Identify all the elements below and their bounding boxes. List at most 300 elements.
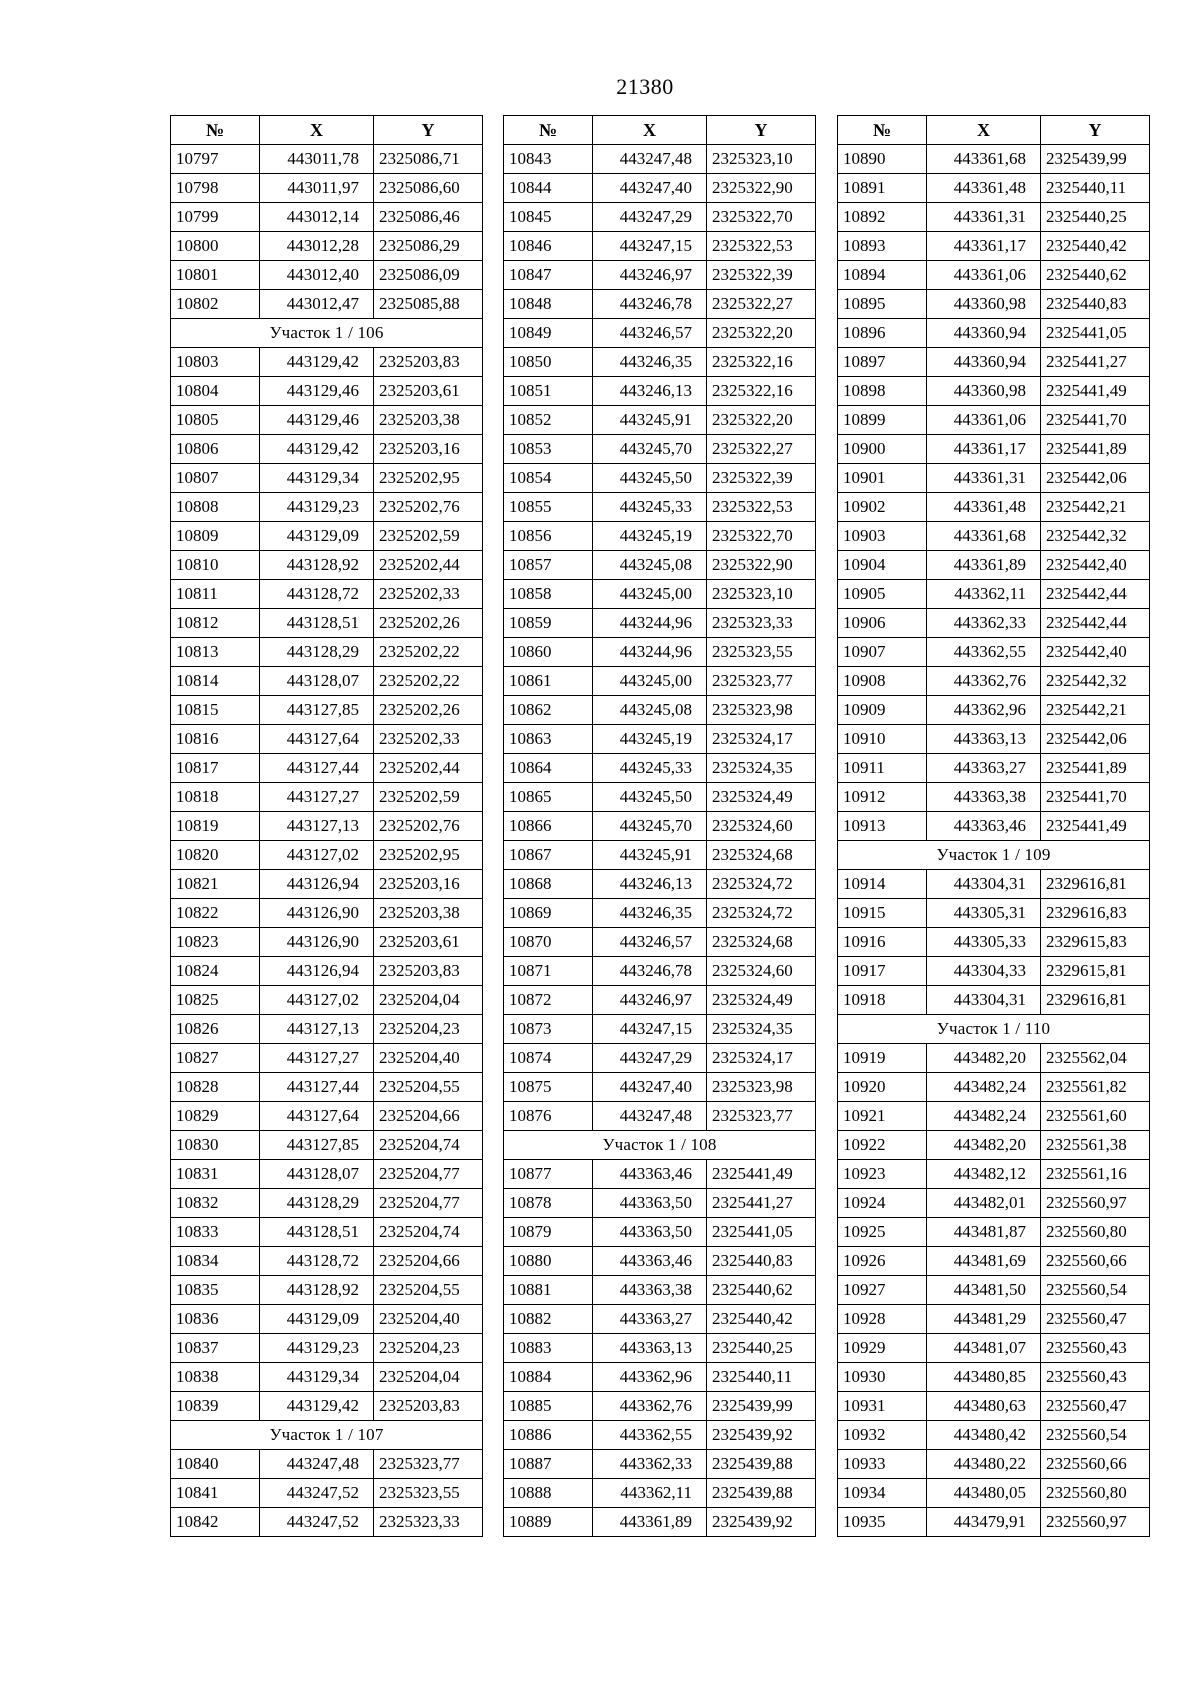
table-row (504, 1015, 816, 1044)
x-coordinate-cell: 443128,92 (260, 1276, 374, 1305)
x-coordinate-cell: 443127,13 (260, 812, 374, 841)
x-coordinate-cell: 443012,40 (260, 261, 374, 290)
section-header-row (504, 1131, 816, 1160)
x-coordinate-cell: 443363,38 (593, 1276, 707, 1305)
point-number-cell: 10851 (504, 377, 593, 406)
table-row (504, 1450, 816, 1479)
y-coordinate-cell: 2325560,66 (1041, 1450, 1150, 1479)
x-coordinate-cell: 443128,72 (260, 580, 374, 609)
y-coordinate-cell: 2325441,05 (1041, 319, 1150, 348)
table-row (171, 1479, 483, 1508)
point-number-cell: 10807 (171, 464, 260, 493)
x-coordinate-cell: 443127,02 (260, 841, 374, 870)
point-number-cell: 10852 (504, 406, 593, 435)
table-row (838, 1508, 1150, 1537)
point-number-cell: 10900 (838, 435, 927, 464)
x-coordinate-cell: 443128,29 (260, 638, 374, 667)
y-coordinate-cell: 2325442,44 (1041, 580, 1150, 609)
x-coordinate-cell: 443245,50 (593, 783, 707, 812)
y-coordinate-cell: 2325560,43 (1041, 1363, 1150, 1392)
table-row (504, 1305, 816, 1334)
point-number-cell: 10827 (171, 1044, 260, 1073)
y-coordinate-cell: 2325202,26 (374, 609, 483, 638)
table-row (171, 1131, 483, 1160)
point-number-cell: 10864 (504, 754, 593, 783)
table-body (838, 145, 1150, 1537)
x-coordinate-cell: 443360,98 (927, 377, 1041, 406)
y-coordinate-cell: 2325204,77 (374, 1189, 483, 1218)
y-coordinate-cell: 2325440,42 (707, 1305, 816, 1334)
section-header-row (838, 841, 1150, 870)
x-coordinate-cell: 443012,47 (260, 290, 374, 319)
point-number-cell: 10797 (171, 145, 260, 174)
point-number-cell: 10889 (504, 1508, 593, 1537)
point-number-cell: 10932 (838, 1421, 927, 1450)
x-coordinate-cell: 443246,97 (593, 261, 707, 290)
x-coordinate-cell: 443363,50 (593, 1189, 707, 1218)
point-number-cell: 10858 (504, 580, 593, 609)
point-number-cell: 10828 (171, 1073, 260, 1102)
point-number-cell: 10868 (504, 870, 593, 899)
y-coordinate-cell: 2325441,49 (1041, 812, 1150, 841)
x-coordinate-cell: 443245,08 (593, 696, 707, 725)
point-number-cell: 10813 (171, 638, 260, 667)
y-coordinate-cell: 2325324,60 (707, 812, 816, 841)
y-coordinate-cell: 2325204,40 (374, 1305, 483, 1334)
y-coordinate-cell: 2325560,80 (1041, 1218, 1150, 1247)
table-row (171, 348, 483, 377)
point-number-cell: 10878 (504, 1189, 593, 1218)
x-coordinate-cell: 443129,09 (260, 522, 374, 551)
table-row (171, 783, 483, 812)
x-coordinate-cell: 443127,64 (260, 725, 374, 754)
x-coordinate-cell: 443246,78 (593, 290, 707, 319)
x-coordinate-cell: 443481,50 (927, 1276, 1041, 1305)
x-coordinate-cell: 443245,33 (593, 754, 707, 783)
table-row (504, 725, 816, 754)
table-row (171, 870, 483, 899)
point-number-cell: 10848 (504, 290, 593, 319)
point-number-cell: 10885 (504, 1392, 593, 1421)
point-number-cell: 10879 (504, 1218, 593, 1247)
x-coordinate-cell: 443244,96 (593, 609, 707, 638)
table-row (504, 812, 816, 841)
y-coordinate-cell: 2325202,33 (374, 725, 483, 754)
column-header-number: № (171, 116, 260, 145)
table-row (171, 1218, 483, 1247)
table-row (504, 145, 816, 174)
y-coordinate-cell: 2325439,99 (707, 1392, 816, 1421)
x-coordinate-cell: 443482,12 (927, 1160, 1041, 1189)
table-row (504, 1218, 816, 1247)
table-row (504, 493, 816, 522)
y-coordinate-cell: 2325439,99 (1041, 145, 1150, 174)
x-coordinate-cell: 443304,31 (927, 986, 1041, 1015)
table-row (504, 377, 816, 406)
table-row (838, 348, 1150, 377)
y-coordinate-cell: 2325560,47 (1041, 1392, 1150, 1421)
x-coordinate-cell: 443481,87 (927, 1218, 1041, 1247)
y-coordinate-cell: 2325203,83 (374, 348, 483, 377)
column-header-y: Y (1041, 116, 1150, 145)
table-row (504, 1073, 816, 1102)
point-number-cell: 10911 (838, 754, 927, 783)
table-row (838, 1276, 1150, 1305)
point-number-cell: 10931 (838, 1392, 927, 1421)
y-coordinate-cell: 2325324,17 (707, 1044, 816, 1073)
x-coordinate-cell: 443127,02 (260, 986, 374, 1015)
y-coordinate-cell: 2325441,27 (707, 1189, 816, 1218)
y-coordinate-cell: 2325202,59 (374, 522, 483, 551)
y-coordinate-cell: 2325560,97 (1041, 1189, 1150, 1218)
table-row (838, 1479, 1150, 1508)
table-body (171, 145, 483, 1537)
x-coordinate-cell: 443129,46 (260, 406, 374, 435)
y-coordinate-cell: 2325204,23 (374, 1015, 483, 1044)
x-coordinate-cell: 443362,55 (927, 638, 1041, 667)
x-coordinate-cell: 443246,78 (593, 957, 707, 986)
y-coordinate-cell: 2325322,27 (707, 435, 816, 464)
x-coordinate-cell: 443363,13 (593, 1334, 707, 1363)
x-coordinate-cell: 443128,51 (260, 609, 374, 638)
table-row (504, 1363, 816, 1392)
table-row (171, 1450, 483, 1479)
x-coordinate-cell: 443247,48 (260, 1450, 374, 1479)
table-row (171, 1392, 483, 1421)
x-coordinate-cell: 443129,23 (260, 493, 374, 522)
y-coordinate-cell: 2325441,70 (1041, 783, 1150, 812)
table-row (504, 319, 816, 348)
table-row (838, 319, 1150, 348)
table-row (504, 203, 816, 232)
x-coordinate-cell: 443012,14 (260, 203, 374, 232)
x-coordinate-cell: 443011,78 (260, 145, 374, 174)
y-coordinate-cell: 2325203,61 (374, 928, 483, 957)
point-number-cell: 10798 (171, 174, 260, 203)
point-number-cell: 10890 (838, 145, 927, 174)
point-number-cell: 10826 (171, 1015, 260, 1044)
y-coordinate-cell: 2325324,35 (707, 754, 816, 783)
table-row (171, 464, 483, 493)
point-number-cell: 10898 (838, 377, 927, 406)
x-coordinate-cell: 443480,42 (927, 1421, 1041, 1450)
table-row (504, 232, 816, 261)
y-coordinate-cell: 2325561,82 (1041, 1073, 1150, 1102)
y-coordinate-cell: 2325439,92 (707, 1508, 816, 1537)
x-coordinate-cell: 443480,22 (927, 1450, 1041, 1479)
table-row (838, 1334, 1150, 1363)
x-coordinate-cell: 443361,31 (927, 203, 1041, 232)
point-number-cell: 10930 (838, 1363, 927, 1392)
table-row (838, 1160, 1150, 1189)
y-coordinate-cell: 2325324,49 (707, 783, 816, 812)
section-title: Участок 1 / 106 (171, 319, 483, 348)
point-number-cell: 10856 (504, 522, 593, 551)
table-row (838, 435, 1150, 464)
column-header-x: X (260, 116, 374, 145)
x-coordinate-cell: 443363,50 (593, 1218, 707, 1247)
table-row (838, 1363, 1150, 1392)
y-coordinate-cell: 2325323,55 (374, 1479, 483, 1508)
x-coordinate-cell: 443127,85 (260, 696, 374, 725)
point-number-cell: 10910 (838, 725, 927, 754)
table-row (504, 1392, 816, 1421)
table-row (171, 1160, 483, 1189)
x-coordinate-cell: 443363,46 (593, 1247, 707, 1276)
point-number-cell: 10845 (504, 203, 593, 232)
point-number-cell: 10853 (504, 435, 593, 464)
table-row (838, 551, 1150, 580)
y-coordinate-cell: 2325324,72 (707, 870, 816, 899)
x-coordinate-cell: 443246,97 (593, 986, 707, 1015)
point-number-cell: 10914 (838, 870, 927, 899)
y-coordinate-cell: 2325203,83 (374, 957, 483, 986)
table-row (171, 1305, 483, 1334)
x-coordinate-cell: 443362,11 (593, 1479, 707, 1508)
point-number-cell: 10874 (504, 1044, 593, 1073)
x-coordinate-cell: 443362,33 (593, 1450, 707, 1479)
x-coordinate-cell: 443361,89 (593, 1508, 707, 1537)
y-coordinate-cell: 2325442,21 (1041, 493, 1150, 522)
table-row (504, 1421, 816, 1450)
table-row (504, 928, 816, 957)
point-number-cell: 10829 (171, 1102, 260, 1131)
table-row (504, 1479, 816, 1508)
point-number-cell: 10832 (171, 1189, 260, 1218)
x-coordinate-cell: 443245,91 (593, 841, 707, 870)
x-coordinate-cell: 443245,50 (593, 464, 707, 493)
y-coordinate-cell: 2325560,47 (1041, 1305, 1150, 1334)
table-row (171, 203, 483, 232)
table-row (838, 1247, 1150, 1276)
x-coordinate-cell: 443304,33 (927, 957, 1041, 986)
y-coordinate-cell: 2325439,92 (707, 1421, 816, 1450)
x-coordinate-cell: 443480,63 (927, 1392, 1041, 1421)
table-row (171, 1276, 483, 1305)
table-row (838, 464, 1150, 493)
x-coordinate-cell: 443363,13 (927, 725, 1041, 754)
table-row (504, 261, 816, 290)
y-coordinate-cell: 2325202,95 (374, 841, 483, 870)
point-number-cell: 10857 (504, 551, 593, 580)
x-coordinate-cell: 443247,15 (593, 232, 707, 261)
y-coordinate-cell: 2325202,76 (374, 493, 483, 522)
table-row (838, 1421, 1150, 1450)
y-coordinate-cell: 2325442,32 (1041, 522, 1150, 551)
table-row (838, 638, 1150, 667)
x-coordinate-cell: 443361,17 (927, 232, 1041, 261)
table-row (171, 435, 483, 464)
point-number-cell: 10881 (504, 1276, 593, 1305)
y-coordinate-cell: 2325322,53 (707, 232, 816, 261)
x-coordinate-cell: 443360,94 (927, 348, 1041, 377)
table-row (838, 261, 1150, 290)
y-coordinate-cell: 2325441,05 (707, 1218, 816, 1247)
coordinates-table-3 (837, 115, 1150, 1537)
point-number-cell: 10896 (838, 319, 927, 348)
point-number-cell: 10817 (171, 754, 260, 783)
table-row (171, 754, 483, 783)
table-row (838, 870, 1150, 899)
table-row (838, 522, 1150, 551)
x-coordinate-cell: 443305,33 (927, 928, 1041, 957)
x-coordinate-cell: 443363,27 (593, 1305, 707, 1334)
y-coordinate-cell: 2325086,60 (374, 174, 483, 203)
point-number-cell: 10905 (838, 580, 927, 609)
point-number-cell: 10821 (171, 870, 260, 899)
table-row (504, 348, 816, 377)
table-row (838, 812, 1150, 841)
table-row (504, 580, 816, 609)
point-number-cell: 10844 (504, 174, 593, 203)
point-number-cell: 10849 (504, 319, 593, 348)
y-coordinate-cell: 2325442,21 (1041, 696, 1150, 725)
point-number-cell: 10906 (838, 609, 927, 638)
table-row (504, 667, 816, 696)
point-number-cell: 10850 (504, 348, 593, 377)
x-coordinate-cell: 443127,44 (260, 754, 374, 783)
table-row (171, 957, 483, 986)
table-row (504, 638, 816, 667)
y-coordinate-cell: 2325086,71 (374, 145, 483, 174)
coordinates-table-1 (170, 115, 483, 1537)
point-number-cell: 10819 (171, 812, 260, 841)
y-coordinate-cell: 2325441,27 (1041, 348, 1150, 377)
x-coordinate-cell: 443480,05 (927, 1479, 1041, 1508)
point-number-cell: 10841 (171, 1479, 260, 1508)
table-row (504, 870, 816, 899)
table-header-row (504, 116, 816, 145)
table-row (171, 1044, 483, 1073)
point-number-cell: 10803 (171, 348, 260, 377)
point-number-cell: 10916 (838, 928, 927, 957)
point-number-cell: 10912 (838, 783, 927, 812)
x-coordinate-cell: 443362,76 (593, 1392, 707, 1421)
point-number-cell: 10838 (171, 1363, 260, 1392)
point-number-cell: 10859 (504, 609, 593, 638)
table-row (838, 1189, 1150, 1218)
table-row (504, 754, 816, 783)
y-coordinate-cell: 2325442,06 (1041, 725, 1150, 754)
y-coordinate-cell: 2325441,49 (707, 1160, 816, 1189)
table-row (838, 1131, 1150, 1160)
table-row (171, 986, 483, 1015)
point-number-cell: 10880 (504, 1247, 593, 1276)
table-row (838, 203, 1150, 232)
x-coordinate-cell: 443362,55 (593, 1421, 707, 1450)
x-coordinate-cell: 443127,13 (260, 1015, 374, 1044)
y-coordinate-cell: 2325204,55 (374, 1073, 483, 1102)
table-row (504, 435, 816, 464)
x-coordinate-cell: 443129,42 (260, 435, 374, 464)
point-number-cell: 10925 (838, 1218, 927, 1247)
table-row (171, 1073, 483, 1102)
point-number-cell: 10904 (838, 551, 927, 580)
x-coordinate-cell: 443127,64 (260, 1102, 374, 1131)
point-number-cell: 10833 (171, 1218, 260, 1247)
y-coordinate-cell: 2325323,33 (707, 609, 816, 638)
y-coordinate-cell: 2325442,40 (1041, 551, 1150, 580)
x-coordinate-cell: 443128,92 (260, 551, 374, 580)
table-row (171, 1189, 483, 1218)
table-row (171, 1508, 483, 1537)
y-coordinate-cell: 2325203,83 (374, 1392, 483, 1421)
x-coordinate-cell: 443126,90 (260, 899, 374, 928)
table-row (171, 145, 483, 174)
point-number-cell: 10804 (171, 377, 260, 406)
table-row (504, 1508, 816, 1537)
table-row (838, 928, 1150, 957)
y-coordinate-cell: 2325086,46 (374, 203, 483, 232)
y-coordinate-cell: 2325202,76 (374, 812, 483, 841)
table-row (504, 1044, 816, 1073)
point-number-cell: 10883 (504, 1334, 593, 1363)
y-coordinate-cell: 2325439,88 (707, 1450, 816, 1479)
column-header-y: Y (374, 116, 483, 145)
point-number-cell: 10917 (838, 957, 927, 986)
y-coordinate-cell: 2325440,25 (1041, 203, 1150, 232)
point-number-cell: 10871 (504, 957, 593, 986)
y-coordinate-cell: 2325322,39 (707, 464, 816, 493)
point-number-cell: 10820 (171, 841, 260, 870)
y-coordinate-cell: 2325441,49 (1041, 377, 1150, 406)
table-row (838, 609, 1150, 638)
point-number-cell: 10805 (171, 406, 260, 435)
x-coordinate-cell: 443361,17 (927, 435, 1041, 464)
point-number-cell: 10893 (838, 232, 927, 261)
x-coordinate-cell: 443363,46 (593, 1160, 707, 1189)
table-row (504, 1102, 816, 1131)
y-coordinate-cell: 2325322,27 (707, 290, 816, 319)
section-header-row (171, 1421, 483, 1450)
y-coordinate-cell: 2325560,54 (1041, 1421, 1150, 1450)
point-number-cell: 10882 (504, 1305, 593, 1334)
point-number-cell: 10808 (171, 493, 260, 522)
point-number-cell: 10899 (838, 406, 927, 435)
point-number-cell: 10839 (171, 1392, 260, 1421)
x-coordinate-cell: 443361,31 (927, 464, 1041, 493)
point-number-cell: 10835 (171, 1276, 260, 1305)
x-coordinate-cell: 443245,33 (593, 493, 707, 522)
point-number-cell: 10901 (838, 464, 927, 493)
x-coordinate-cell: 443482,20 (927, 1131, 1041, 1160)
table-row (171, 696, 483, 725)
table-row (171, 1363, 483, 1392)
y-coordinate-cell: 2325441,89 (1041, 754, 1150, 783)
table-row (504, 1189, 816, 1218)
point-number-cell: 10929 (838, 1334, 927, 1363)
y-coordinate-cell: 2325203,38 (374, 406, 483, 435)
x-coordinate-cell: 443482,20 (927, 1044, 1041, 1073)
y-coordinate-cell: 2325322,70 (707, 203, 816, 232)
x-coordinate-cell: 443361,68 (927, 522, 1041, 551)
table-row (838, 232, 1150, 261)
table-row (838, 145, 1150, 174)
table-row (171, 609, 483, 638)
y-coordinate-cell: 2325086,29 (374, 232, 483, 261)
table-row (504, 1160, 816, 1189)
y-coordinate-cell: 2325323,98 (707, 696, 816, 725)
point-number-cell: 10876 (504, 1102, 593, 1131)
y-coordinate-cell: 2325442,32 (1041, 667, 1150, 696)
x-coordinate-cell: 443129,34 (260, 1363, 374, 1392)
x-coordinate-cell: 443012,28 (260, 232, 374, 261)
table-row (838, 290, 1150, 319)
y-coordinate-cell: 2325440,83 (1041, 290, 1150, 319)
coordinates-table-2 (503, 115, 816, 1537)
y-coordinate-cell: 2325323,55 (707, 638, 816, 667)
table-row (171, 1102, 483, 1131)
